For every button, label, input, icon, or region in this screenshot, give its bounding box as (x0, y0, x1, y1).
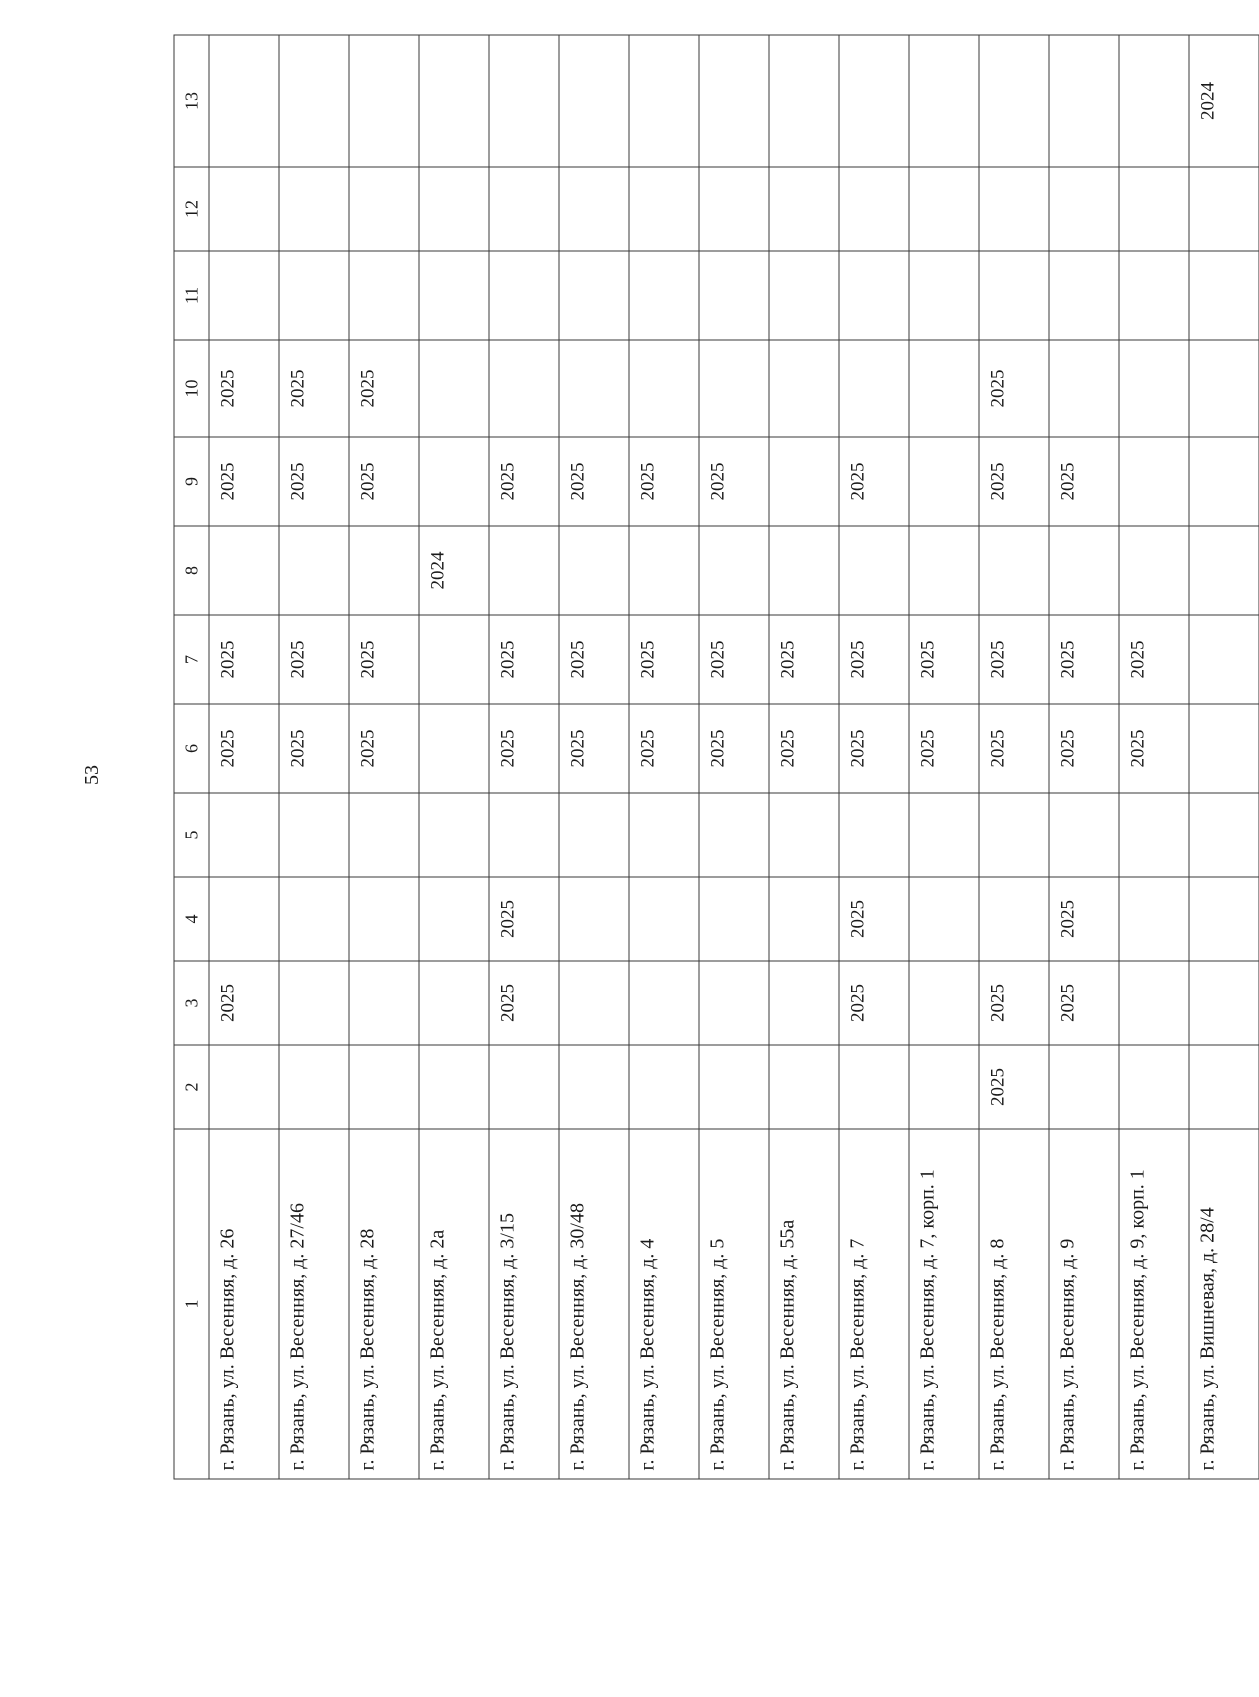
year-cell (1119, 961, 1189, 1045)
table-row (1049, 35, 1119, 1479)
year-cell: 2025 (839, 877, 909, 961)
year-cell: 2025 (349, 615, 419, 704)
year-cell (349, 167, 419, 251)
year-cell (769, 340, 839, 437)
column-header: 4 (174, 877, 209, 961)
year-cell (699, 1045, 769, 1129)
year-cell (769, 167, 839, 251)
year-cell (629, 1045, 699, 1129)
year-cell (1049, 526, 1119, 615)
year-cell (979, 251, 1049, 340)
year-cell (559, 167, 629, 251)
year-cell (909, 35, 979, 167)
year-cell (349, 251, 419, 340)
year-cell (279, 251, 349, 340)
table-row (909, 35, 979, 1479)
year-cell (349, 526, 419, 615)
year-cell (1119, 340, 1189, 437)
year-cell (419, 167, 489, 251)
year-cell (279, 1045, 349, 1129)
year-cell: 2025 (279, 704, 349, 793)
year-cell (769, 877, 839, 961)
year-cell: 2025 (979, 340, 1049, 437)
year-cell: 2025 (559, 704, 629, 793)
year-cell: 2025 (489, 437, 559, 526)
year-cell (1049, 167, 1119, 251)
address-cell: г. Рязань, ул. Весенняя, д. 26 (209, 1129, 279, 1479)
year-cell (699, 526, 769, 615)
year-cell: 2025 (839, 437, 909, 526)
table-row (419, 35, 489, 1479)
year-cell (559, 251, 629, 340)
year-cell: 2025 (279, 340, 349, 437)
year-cell (489, 793, 559, 877)
year-cell (629, 167, 699, 251)
year-cell: 2025 (629, 615, 699, 704)
year-cell (349, 1045, 419, 1129)
year-cell (1119, 437, 1189, 526)
address-cell: г. Рязань, ул. Весенняя, д. 5 (699, 1129, 769, 1479)
table-row (209, 35, 279, 1479)
year-cell (839, 251, 909, 340)
year-cell (489, 1045, 559, 1129)
year-cell (1189, 340, 1259, 437)
year-cell (1189, 526, 1259, 615)
year-cell (699, 793, 769, 877)
year-cell: 2025 (979, 615, 1049, 704)
year-cell (1189, 615, 1259, 704)
table-row (279, 35, 349, 1479)
year-cell: 2025 (629, 704, 699, 793)
address-cell: г. Рязань, ул. Весенняя, д. 8 (979, 1129, 1049, 1479)
address-cell: г. Рязань, ул. Весенняя, д. 7 (839, 1129, 909, 1479)
year-cell (1119, 167, 1189, 251)
column-header: 9 (174, 437, 209, 526)
year-cell: 2025 (209, 961, 279, 1045)
year-cell (979, 877, 1049, 961)
year-cell (279, 167, 349, 251)
year-cell (979, 35, 1049, 167)
year-cell: 2025 (629, 437, 699, 526)
year-cell (629, 340, 699, 437)
year-cell: 2025 (699, 704, 769, 793)
year-cell (1189, 1045, 1259, 1129)
year-cell (1119, 1045, 1189, 1129)
year-cell (1049, 251, 1119, 340)
schedule-table (173, 34, 1259, 1479)
year-cell (209, 167, 279, 251)
year-cell (559, 1045, 629, 1129)
year-cell: 2025 (209, 437, 279, 526)
year-cell (209, 1045, 279, 1129)
year-cell: 2025 (489, 615, 559, 704)
year-cell (1189, 167, 1259, 251)
year-cell (629, 961, 699, 1045)
year-cell (1119, 35, 1189, 167)
table-row (349, 35, 419, 1479)
table-row (979, 35, 1049, 1479)
year-cell (699, 251, 769, 340)
year-cell (909, 437, 979, 526)
year-cell: 2025 (839, 704, 909, 793)
column-header: 10 (174, 340, 209, 437)
year-cell (1119, 251, 1189, 340)
year-cell (909, 167, 979, 251)
year-cell (1049, 340, 1119, 437)
year-cell: 2025 (209, 340, 279, 437)
year-cell (699, 167, 769, 251)
year-cell (629, 877, 699, 961)
column-header: 5 (174, 793, 209, 877)
year-cell (769, 1045, 839, 1129)
year-cell (1189, 793, 1259, 877)
year-cell (699, 35, 769, 167)
year-cell (209, 877, 279, 961)
year-cell: 2025 (769, 615, 839, 704)
year-cell (909, 877, 979, 961)
year-cell (559, 961, 629, 1045)
year-cell (489, 526, 559, 615)
address-cell: г. Рязань, ул. Весенняя, д. 4 (629, 1129, 699, 1479)
column-header: 1 (174, 1129, 209, 1479)
year-cell (349, 961, 419, 1045)
year-cell (1189, 704, 1259, 793)
year-cell: 2024 (419, 526, 489, 615)
year-cell: 2025 (1049, 877, 1119, 961)
year-cell: 2025 (979, 704, 1049, 793)
year-cell: 2025 (699, 437, 769, 526)
year-cell: 2025 (1049, 704, 1119, 793)
year-cell: 2025 (349, 437, 419, 526)
year-cell (279, 793, 349, 877)
year-cell (909, 1045, 979, 1129)
year-cell: 2025 (839, 961, 909, 1045)
year-cell: 2025 (209, 615, 279, 704)
year-cell (209, 793, 279, 877)
year-cell (209, 35, 279, 167)
address-cell: г. Рязань, ул. Весенняя, д. 30/48 (559, 1129, 629, 1479)
year-cell (1119, 793, 1189, 877)
year-cell (1049, 793, 1119, 877)
table-row (839, 35, 909, 1479)
year-cell: 2025 (979, 437, 1049, 526)
year-cell (1189, 251, 1259, 340)
year-cell: 2025 (909, 615, 979, 704)
year-cell: 2025 (349, 340, 419, 437)
year-cell: 2025 (699, 615, 769, 704)
address-cell: г. Рязань, ул. Весенняя, д. 3/15 (489, 1129, 559, 1479)
year-cell (279, 526, 349, 615)
year-cell (769, 251, 839, 340)
column-header: 2 (174, 1045, 209, 1129)
table-row (489, 35, 559, 1479)
address-cell: г. Рязань, ул. Весенняя, д. 9, корп. 1 (1119, 1129, 1189, 1479)
year-cell (559, 877, 629, 961)
year-cell (839, 167, 909, 251)
year-cell: 2025 (1049, 961, 1119, 1045)
year-cell (629, 251, 699, 340)
year-cell (419, 251, 489, 340)
year-cell (419, 35, 489, 167)
year-cell (209, 526, 279, 615)
year-cell (209, 251, 279, 340)
year-cell (419, 1045, 489, 1129)
year-cell (279, 35, 349, 167)
table-header-row (174, 35, 209, 1479)
year-cell (559, 340, 629, 437)
year-cell: 2025 (769, 704, 839, 793)
table-row (699, 35, 769, 1479)
address-cell: г. Рязань, ул. Весенняя, д. 27/46 (279, 1129, 349, 1479)
year-cell (489, 35, 559, 167)
year-cell (559, 526, 629, 615)
year-cell (909, 526, 979, 615)
address-cell: г. Рязань, ул. Вишневая, д. 28/4 (1189, 1129, 1259, 1479)
year-cell (909, 793, 979, 877)
year-cell (839, 526, 909, 615)
year-cell (769, 35, 839, 167)
year-cell: 2025 (279, 615, 349, 704)
year-cell (699, 877, 769, 961)
table-row (629, 35, 699, 1479)
column-header: 6 (174, 704, 209, 793)
column-header: 8 (174, 526, 209, 615)
year-cell: 2025 (979, 1045, 1049, 1129)
year-cell (629, 793, 699, 877)
year-cell (979, 526, 1049, 615)
address-cell: г. Рязань, ул. Весенняя, д. 55а (769, 1129, 839, 1479)
year-cell (979, 793, 1049, 877)
year-cell (629, 35, 699, 167)
year-cell (769, 526, 839, 615)
year-cell (909, 251, 979, 340)
year-cell (419, 793, 489, 877)
year-cell: 2024 (1189, 35, 1259, 167)
year-cell: 2025 (1049, 437, 1119, 526)
column-header: 13 (174, 35, 209, 167)
year-cell (979, 167, 1049, 251)
year-cell (839, 35, 909, 167)
table-row (1119, 35, 1189, 1479)
year-cell (559, 35, 629, 167)
year-cell (419, 615, 489, 704)
address-cell: г. Рязань, ул. Весенняя, д. 9 (1049, 1129, 1119, 1479)
year-cell (1189, 877, 1259, 961)
year-cell (489, 167, 559, 251)
year-cell: 2025 (839, 615, 909, 704)
year-cell: 2025 (349, 704, 419, 793)
year-cell (489, 251, 559, 340)
year-cell (419, 877, 489, 961)
column-header: 11 (174, 251, 209, 340)
address-cell: г. Рязань, ул. Весенняя, д. 28 (349, 1129, 419, 1479)
year-cell (1049, 1045, 1119, 1129)
year-cell (1119, 526, 1189, 615)
year-cell (769, 961, 839, 1045)
address-cell: г. Рязань, ул. Весенняя, д. 2а (419, 1129, 489, 1479)
address-cell: г. Рязань, ул. Весенняя, д. 7, корп. 1 (909, 1129, 979, 1479)
year-cell (839, 340, 909, 437)
year-cell (909, 961, 979, 1045)
page-number: 53 (81, 765, 103, 785)
table-row (1189, 35, 1259, 1479)
year-cell: 2025 (489, 877, 559, 961)
year-cell (839, 793, 909, 877)
table-row (769, 35, 839, 1479)
year-cell (349, 793, 419, 877)
column-header: 7 (174, 615, 209, 704)
year-cell (279, 877, 349, 961)
year-cell (1189, 437, 1259, 526)
year-cell: 2025 (489, 961, 559, 1045)
year-cell (769, 437, 839, 526)
year-cell (349, 35, 419, 167)
year-cell (1189, 961, 1259, 1045)
year-cell (1119, 877, 1189, 961)
year-cell: 2025 (1119, 615, 1189, 704)
year-cell: 2025 (979, 961, 1049, 1045)
year-cell (419, 437, 489, 526)
year-cell (699, 961, 769, 1045)
column-header: 3 (174, 961, 209, 1045)
year-cell: 2025 (209, 704, 279, 793)
year-cell (769, 793, 839, 877)
year-cell: 2025 (489, 704, 559, 793)
year-cell: 2025 (559, 437, 629, 526)
year-cell (559, 793, 629, 877)
year-cell: 2025 (279, 437, 349, 526)
year-cell (629, 526, 699, 615)
year-cell (909, 340, 979, 437)
year-cell (279, 961, 349, 1045)
year-cell (699, 340, 769, 437)
table-row (559, 35, 629, 1479)
schedule-table-container (173, 45, 1218, 1479)
column-header: 12 (174, 167, 209, 251)
year-cell: 2025 (1049, 615, 1119, 704)
year-cell (1049, 35, 1119, 167)
year-cell (489, 340, 559, 437)
year-cell (349, 877, 419, 961)
year-cell: 2025 (559, 615, 629, 704)
year-cell (419, 340, 489, 437)
year-cell: 2025 (1119, 704, 1189, 793)
year-cell (419, 961, 489, 1045)
year-cell (839, 1045, 909, 1129)
year-cell: 2025 (909, 704, 979, 793)
year-cell (419, 704, 489, 793)
